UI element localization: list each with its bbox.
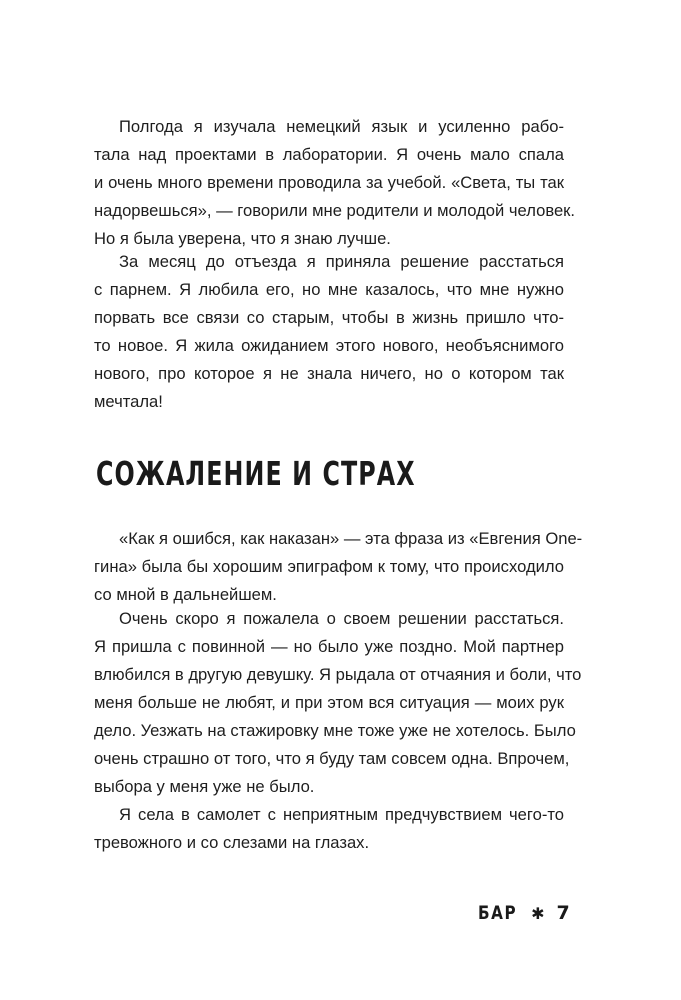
text-line: выбора у меня уже не было. bbox=[94, 777, 315, 796]
text-line: нового, про которое я не знала ничего, но о котором так bbox=[94, 364, 564, 383]
text-line: дело. Уезжать на стажировку мне тоже уже не хотелось. Было bbox=[94, 721, 576, 740]
text-line: Но я была уверена, что я знаю лучше. bbox=[94, 229, 391, 248]
star-icon: ✱ bbox=[531, 903, 545, 923]
text-line: Полгода я изучала немецкий язык и усиленно рабо- bbox=[119, 117, 564, 136]
text-line: тревожного и со слезами на глазах. bbox=[94, 833, 370, 852]
text-line: Я села в самолет с неприятным предчувствием чего-то bbox=[119, 805, 564, 824]
text-line: со мной в дальнейшем. bbox=[94, 585, 277, 604]
text-line: и очень много времени проводила за учебой. «Света, ты так bbox=[94, 173, 564, 192]
text-line: влюбился в другую девушку. Я рыдала от отчаяния и боли, что bbox=[94, 665, 582, 684]
running-title: БАР bbox=[478, 902, 518, 924]
text-line: Очень скоро я пожалела о своем решении расстаться. bbox=[119, 609, 564, 628]
page-footer bbox=[478, 898, 570, 928]
text-line: надорвешься», — говорили мне родители и молодой человек. bbox=[94, 201, 576, 220]
text-line: очень страшно от того, что я буду там совсем одна. Впрочем, bbox=[94, 749, 570, 768]
text-line: гина» была бы хорошим эпиграфом к тому, что происходило bbox=[94, 557, 564, 576]
text-line: «Как я ошибся, как наказан» — эта фраза из «Евгения One- bbox=[119, 529, 583, 548]
page-number: 7 bbox=[556, 902, 570, 924]
text-line: мечтала! bbox=[94, 392, 163, 411]
text-line: порвать все связи со старым, чтобы в жизнь пришло что- bbox=[94, 308, 564, 327]
text-line: За месяц до отъезда я приняла решение расстаться bbox=[119, 252, 564, 271]
text-line: Я пришла с повинной — но было уже поздно. Мой партнер bbox=[94, 637, 564, 656]
text-line: с парнем. Я любила его, но мне казалось, что мне нужно bbox=[94, 280, 564, 299]
text-line: то новое. Я жила ожиданием этого нового, необъяснимого bbox=[94, 336, 564, 355]
text-line: тала над проектами в лаборатории. Я очень мало спала bbox=[94, 145, 564, 164]
text-line: меня больше не любят, и при этом вся ситуация — моих рук bbox=[94, 693, 564, 712]
section-heading: СОЖАЛЕНИЕ И СТРАХ bbox=[96, 454, 416, 493]
